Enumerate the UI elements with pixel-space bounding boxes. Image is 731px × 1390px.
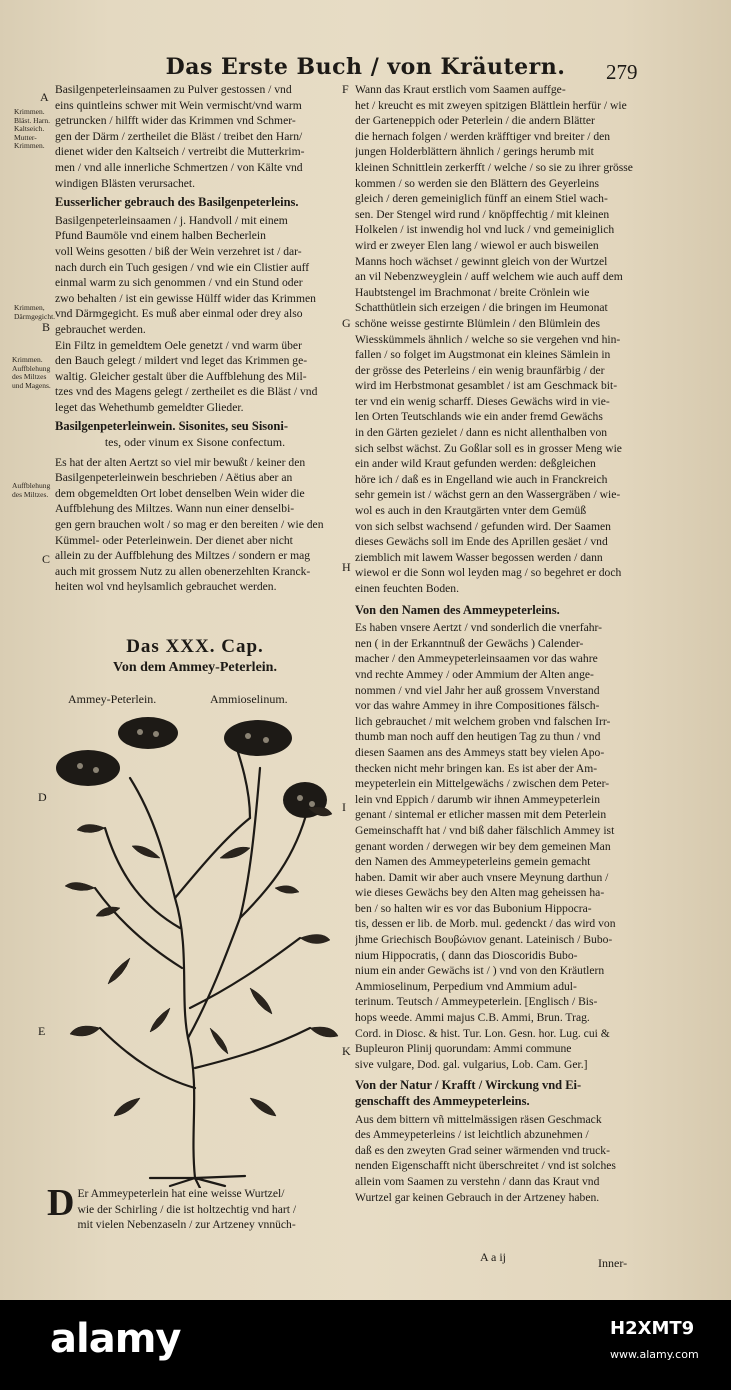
section-letter-a: A [40,90,49,104]
text-line: sich selbst wächst. Zu Goßlar soll es in grosser Meng wie [355,441,622,455]
text-line: Es hat der alten Aertzt so viel mir bewußt / keiner den [55,455,306,469]
text-line: nium ein ander Gewächs ist / ) vnd von den Kräutlern [355,964,605,978]
text-line: windigen Blästen verursachet. [55,176,196,190]
text-line: von sich selbst wachsend / gefunden wird. Der Saamen [355,519,611,533]
text-line: genant worden / derwegen wir bey dem gemeinen Man [355,839,611,853]
text-line: leget das Wehethumb gemeldter Glieder. [55,400,244,414]
page-number: 279 [606,60,638,84]
text-line: Cord. in Diosc. & hist. Tur. Lon. Gesn. hor. Lug. cui & [355,1026,610,1040]
text-line: terinum. Teutsch / Ammeypeterlein. [Englisch / Bis- [355,995,598,1009]
heading-wine-latin: tes, oder vinum ex Sisone confectum. [104,435,286,450]
section-letter-h: H [342,560,351,574]
plant-woodcut-illustration [50,708,340,1188]
text-line: Basilgenpeterleinsaamen / j. Handvoll / mit einem [55,213,288,227]
left-section-wine [55,455,335,595]
text-line: hops weede. Ammi majus C.B. Ammi, Brun. Trag. [355,1011,590,1025]
running-header: Das Erste Buch / von Kräutern. [165,54,566,80]
text-line: des Ammeypeterleins / ist leichtlich abzunehmen / [355,1128,589,1142]
text-line: Wurtzel gar keinen Gebrauch in der Artzeney haben. [355,1190,600,1204]
text-line: nium Hippocratis, ( dann das Dioscoridis Bubo- [355,948,578,962]
text-line: auch mit grossem Nutz zu allen obenerzehlten Kranck- [55,564,311,578]
text-line: wird im Herbstmonat gesamblet / ist am Geschmack bit- [355,379,618,393]
text-line: die hernach folgen / werden kräfftiger vnd breiter / den [355,129,611,143]
text-line: vnd rechte Ammey / oder Ammium der Alten ange- [355,667,594,681]
text-line: Kümmel- oder Peterleinwein. Der dienet aber nicht [55,533,293,547]
text-line: den Namen des Ammeypeterleins gemein gemacht [355,855,591,869]
text-line: jhme Griechisch Βουβώνιον genant. Lateinisch / Bubo- [355,933,613,947]
text-line: tis, dessen er lib. de Morb. mul. gedenckt / das wird von [355,917,616,931]
text-line: sive vulgare, Dod. gal. vulgarius, Lob. Cam. Ger.] [355,1057,588,1071]
text-line: den Bauch gelegt / mildert vnd leget das Krimmen ge- [55,354,308,368]
right-section-description [355,82,643,597]
text-line: len Orten Teutschlands wie ein ander fremd Gewächs [355,410,603,424]
text-line: an vil Nebenzweyglein / auff welchem wie auch auff dem [355,270,623,284]
text-line: in den Gärten gezielet / dann es nicht allenthalben von [355,426,608,440]
text-line: Basilgenpeterleinsaamen zu Pulver gestossen / vnd [55,83,292,96]
text-line: Holkelen / ist inwendig hol vnd luck / vnd gemeiniglich [355,223,615,237]
text-line: ter vnd ein wenig scharff. Dieses Gewächs wird in vie- [355,394,610,408]
text-line: heiten wol vnd heylsamlich gebrauchet werden. [55,580,277,594]
left-column [55,82,335,595]
text-line: sen. Der Stengel wird rund / knöpffechtig / mit kleinen [355,207,610,221]
right-section-names [355,620,643,1072]
heading-names: Von den Namen des Ammeypeterleins. [355,602,560,617]
text-line: thecken nicht mehr bringen kan. Es ist aber der Am- [355,761,598,775]
text-line: Auffblehung des Miltzes. Wann nun einer denselbi- [55,502,295,516]
text-line: jungen Holderblättern ähnlich / gerings herumb mit [355,145,594,159]
chapter-number: Das XXX. Cap. [126,636,264,657]
section-letter-i: I [342,800,346,814]
section-letter-b: B [42,320,51,334]
signature-mark: A a ij [480,1250,506,1264]
margin-note: Krimmen. Bläst. Harn. Kaltseich. Mutter-Krimmen. [14,107,51,150]
text-line: gleich / deren gemeiniglich fünff an einem Stiel wach- [355,192,608,206]
text-line: ben / so halten wir es vor das Bubonium Hippocra- [355,901,592,915]
text-line: lich gebrauchet / mit welchem groben vnd falschen Irr- [355,714,611,728]
section-letter-g: G [342,316,351,330]
text-line: dem obgemeldten Ort lobet denselben Wein wider die [55,486,305,500]
text-line: Ammioselinum, Perpedium vnd Ammium adul- [355,979,577,993]
text-line: haben. Damit wir aber auch vnsere Meynung darthun / [355,870,609,884]
section-letter-k: K [342,1044,351,1058]
site-url: www.alamy.com [610,1348,699,1361]
text-line: nommen / vnd viel Jahr her auß grossem Vnverstand [355,683,600,697]
text-line: ziemblich mit lawem Wasser begossen werden / dann [355,550,603,564]
text-line: fallen / so folget im Augstmonat ein kleines Sämlein in [355,348,611,362]
text-line: thumb man noch auff den heutigen Tag zu thun / vnd [355,730,601,744]
text-line: wie dieses Gewächs bey den Alten mag geheissen ha- [355,886,605,900]
text-line: Es haben vnsere Aertzt / vnd sonderlich die vnerfahr- [355,621,603,635]
text-line: allein vom Saamen zu verstehn / dann das Kraut vnd [355,1174,600,1188]
heading-nature: Von der Natur / Krafft / Wirckung vnd Ei- [355,1078,582,1093]
text-line: het / kreucht es mit zweyen spitzigen Blättlein herfür / wie [355,98,627,112]
text-line: kommen / so werden sie den Blättern des Geyerleins [355,176,600,190]
text-line: gen gern brauchen wolt / so mag er den bereiten / wie den [55,518,324,532]
text-line: höre ich / daß es in Engelland wie auch in Franckreich [355,472,608,486]
text-line: macher / den Ammeypeterleinsaamen vor das wahre [355,652,598,666]
section-letter-e: E [38,1024,46,1038]
image-id: H2XMT9 [610,1318,695,1339]
text-line: Wiesskümmels ähnlich / welche so sie vergehen vnd hin- [355,332,621,346]
text-line: Pfund Baumöle vnd einem halben Becherlein [55,229,266,243]
text-line: gen der Därm / zertheilet die Bläst / treibet den Harn/ [55,129,303,143]
text-line: men / vnd alle innerliche Schmertzen / von Kälte vnd [55,160,303,174]
figure-label-german: Ammey-Peterlein. [68,692,157,706]
text-line: dieses Gewächs soll im Ende des Aprillen gesäet / vnd [355,535,608,549]
text-line: waltig. Gleicher gestalt über die Auffblehung des Mil- [55,369,307,383]
heading-external-use: Eusserlicher gebrauch des Basilgenpeterleins. [55,195,299,210]
text-line: gebrauchet werden. [55,322,146,336]
text-line: Manns hoch wächset / gewinnt gleich von der Wurtzel [355,254,608,268]
text-line: wol es auch in den Krautgärten vnter dem Gemüß [355,504,587,518]
caption-line: wie der Schirling / die ist holtzechtig vnd hart / [77,1202,297,1216]
text-line: einmal warm zu sich genommen / vnd ein Stund oder [55,276,303,290]
text-line: nen ( in der Erkanntnuß der Gewächs ) Calender- [355,636,584,650]
left-intro-text [55,82,335,191]
section-letter-d: D [38,790,47,804]
text-line: eins quintleins schwer mit Wein vermischt/vnd warm [55,98,302,112]
text-line: Haubtstengel im Brachmonat / breite Crönlein wie [355,285,590,299]
heading-nature-cont: genschafft des Ammeypeterleins. [355,1094,530,1108]
chapter-heading [55,636,335,676]
text-line: diesen Saamen ans des Ammeys statt bey vielen Apo- [355,745,605,759]
text-line: Basilgenpeterleinwein beschrieben / Aëtius aber an [55,471,293,485]
text-line: nenden Eigenschafft nicht überschreitet / vnd ist solches [355,1159,616,1173]
text-line: getruncken / hilfft wider das Krimmen vnd Schmer- [55,114,296,128]
text-line: wird er zweyer Elen lang / wiewol er auch bisweilen [355,238,599,252]
heading-wine: Basilgenpeterleinwein. Sisonites, seu Sisoni- [55,419,289,434]
text-line: Gemeinschafft hat / vnd biß daher fälschlich Ammey ist [355,823,615,837]
right-section-nature [355,1112,643,1206]
alamy-logo: alamy [50,1316,181,1362]
caption-line: Er Ammeypeterlein hat eine weisse Wurtzel/ [77,1187,285,1200]
drop-cap-d: D [47,1182,75,1224]
text-line: vor das wahre Ammey in ihre Compositiones fälsch- [355,699,600,713]
text-line: einen feuchten Boden. [355,582,459,595]
margin-note: Krimmen. Auffblehung des Miltzes und Magens. [12,355,51,390]
plant-description [47,1182,337,1233]
text-line: Bupleuron Plinij quorundam: Ammi commune [355,1042,572,1056]
text-line: wiewol er die Sonn wol leyden mag / so begehret er doch [355,566,622,580]
text-line: schöne weisse gestirnte Blümlein / den Blümlein des [355,316,601,330]
text-line: der Garteneppich oder Peterlein / die andern Blätter [355,114,595,128]
text-line: der grösse des Peterleins / ein wenig braunfärbig / der [355,363,605,377]
section-letter-c: C [42,552,51,566]
text-line: Aus dem bittern vñ mittelmässigen räsen Geschmack [355,1112,602,1126]
right-column [355,82,643,1205]
text-line: dienet wider den Kaltseich / vertreibt die Mutterkrim- [55,145,305,159]
text-line: sehr gemein ist / wächst gern an den Wassergräben / wie- [355,488,621,502]
figure-label-latin: Ammioselinum. [210,692,288,706]
text-line: zwo behalten / ist ein gewisse Hülff wider das Krimmen [55,291,316,305]
text-line: ein ander wild Kraut gefunden werden: deßgleichen [355,457,596,471]
text-line: voll Weins gesotten / biß der Wein verzehret ist / dar- [55,244,302,258]
margin-note: Auffblehung des Miltzes. [12,481,51,499]
text-line: Ein Filtz in gemeldtem Oele genetzt / vnd warm über [55,338,302,352]
text-line: kleinen Schnittlein zerkerfft / welche / so sie zu ihrer grösse [355,160,633,174]
chapter-title: Von dem Ammey-Peterlein. [113,660,277,675]
text-line: nach durch ein Tuch gesigen / vnd wie ein Clistier auff [55,260,310,274]
text-line: meypeterlein ein Mittelgewächs / zwischen dem Peter- [355,777,610,791]
text-line: allein zu der Auffblehung des Miltzes / sondern er mag [55,549,311,563]
text-line: lein vnd Eppich / darumb wir ihnen Ammeypeterlein [355,792,601,806]
margin-note: Krimmen, Därmgegicht. [14,303,56,321]
text-line: tzes vnd des Magens gelegt / zertheilet es die Bläst / vnd [55,385,318,399]
text-line: vnd Därmgegicht. Es muß aber einmal oder drey also [55,307,303,321]
caption-line: mit vielen Nebenzaseln / zur Artzeney vnnüch- [77,1218,296,1232]
left-section-external-use [55,213,335,416]
catchword: Inner- [598,1256,628,1270]
text-line: Schatthütlein sich erzeigen / die bringen im Heumonat [355,301,608,315]
text-line: genant / sintemal er etlicher massen mit dem Peterlein [355,808,607,822]
text-line: daß es den zweyten Grad seiner wärmenden vnd truck- [355,1143,610,1157]
section-letter-f: F [342,82,349,96]
text-line: Wann das Kraut erstlich vom Saamen auffge- [355,83,566,96]
